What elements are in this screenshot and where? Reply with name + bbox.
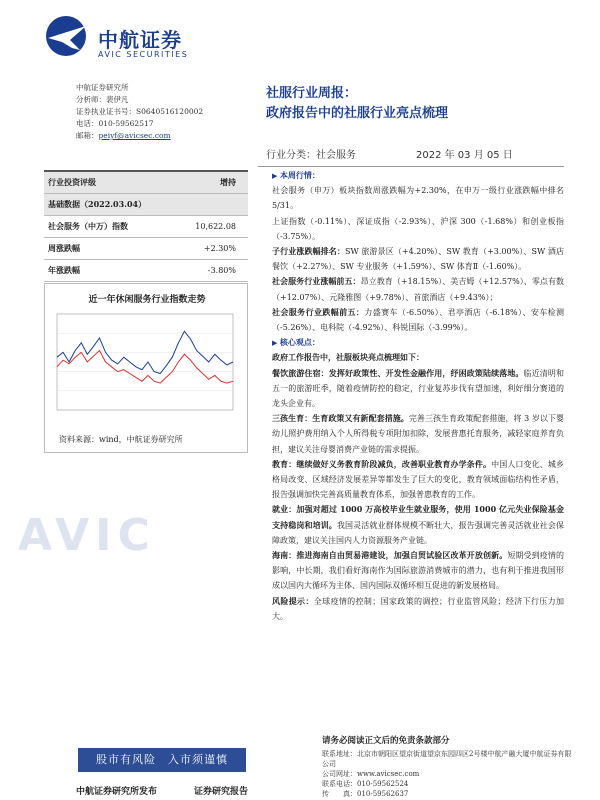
section-title: 核心观点： (279, 337, 320, 348)
industry-category: 行业分类：社会服务 (266, 150, 356, 161)
report-title (266, 84, 566, 124)
title-line2: 政府报告中的社服行业亮点梳理 (266, 106, 449, 121)
para-text: 中国人口变化、城乡格局改变、区域经济发展差异等都发生了巨大的变化，教育领域面临结构性矛盾，报告强调加快完善高质量教育体系，加强普惠教育的工作。 (272, 459, 565, 500)
paragraph (272, 305, 564, 335)
logo-en: AVIC SECURITIES (98, 50, 189, 59)
row-label: 社会服务（中万）指数 (48, 221, 128, 231)
paragraph (272, 457, 564, 503)
rating-value: 增持 (220, 177, 236, 187)
para-lead: 海南：推进海南自由贸易港建设，加强自贸试验区改革开放创新。 (272, 550, 508, 561)
chart-plot (47, 308, 247, 430)
analyst-email-row (76, 130, 256, 142)
para-text: 短期受到疫情的影响，中长期，我们看好海南作为国际旅游消费城市的潜力，也有利于推进我国形成以国内大循环为主体、国内国际双循环相互促进的新发展格局。 (272, 551, 564, 591)
email-label: 邮箱： (76, 131, 99, 140)
table-row (44, 238, 248, 260)
rating-label: 行业投资评级 (48, 177, 96, 187)
paragraph: 社会服务（申万）板块指数周涨跌幅为+2.30%，在申万一级行业涨跌幅中排名 5/31。 (272, 186, 564, 211)
para-lead: 风险提示： (272, 595, 314, 606)
table-row (44, 260, 248, 282)
logo-cn: 中航证券 (98, 28, 182, 52)
analyst-name: 分析师：裴伊凡 (76, 95, 129, 104)
chart-series-line-1 (57, 351, 233, 384)
triangle-bullet-icon: ▶ (272, 171, 280, 180)
meta-divider (258, 166, 564, 167)
paragraph (272, 594, 564, 624)
paragraph (272, 244, 564, 274)
para-text: 昂立教育（+18.15%）、美吉姆（+12.57%）、零点有数（+12.07%）、元隆雅图（+9.78%）、首旅酒店（+9.43%）； (272, 277, 565, 302)
risk-disclaimer-banner: 股市有风险 入市须谨慎 (78, 748, 246, 772)
section-market (272, 168, 564, 183)
analyst-license: 证券执业证书号：S0640516120002 (76, 107, 204, 116)
chart-title: 近一年休闲服务行业指数走势 (88, 295, 206, 305)
row-value: 10,622.08 (195, 222, 236, 231)
footer-publisher: 中航证券研究所发布 (76, 787, 158, 797)
disclaimer-note: 请务必阅读正文后的免责条款部分 (322, 736, 450, 746)
contact-info (322, 736, 572, 799)
chart-source: 资料来源：wind，中航证券研究所 (59, 435, 183, 444)
contact-phone: 联系电话：010-59562524 (322, 780, 409, 788)
base-data-label: 基础数据（2022.03.04） (48, 199, 147, 209)
para-lead: 三孩生育：生育政策又有新配套措施。 (272, 413, 409, 424)
base-data-row (44, 194, 248, 216)
report-date: 2022 年 03 月 05 日 (416, 150, 513, 161)
analyst-phone: 电话：010-59562517 (76, 119, 154, 128)
avic-watermark: AVIC (18, 510, 156, 561)
paragraph (272, 502, 564, 548)
row-value: +2.30% (203, 244, 236, 253)
contact-fax: 传 真：010-59562637 (322, 790, 409, 798)
analyst-info (76, 82, 256, 142)
plane-icon (40, 12, 94, 58)
para-text: 全球疫情的控制；国家政策的调控；行业监管风险；经济下行压力加大。 (272, 596, 564, 621)
paragraph: 上证指数（-0.11%）、深证成指（-2.93%）、沪深 300（-1.68%）和创业板指（-3.75%）。 (272, 216, 564, 241)
chart-frame (57, 314, 233, 410)
avic-logo (40, 12, 220, 62)
section-title: 本周行情： (279, 170, 320, 180)
para-text: 临近清明和五一的旅游旺季，随着疫情防控的稳定，行业复苏步伐有望加速，利好细分赛道的龙头企业有。 (272, 368, 565, 409)
para-text: 我国灵活就业群体规模不断壮大，报告强调完善灵活就业社会保障政策，建议关注国内人力资源服务产业链。 (272, 520, 565, 545)
para-lead: 餐饮旅游住宿：发挥好政策性、开发性金融作用，纾困政策陆续落地。 (272, 367, 524, 378)
row-value: -3.80% (207, 266, 236, 275)
paragraph (272, 411, 564, 457)
row-label: 周涨跌幅 (48, 243, 80, 253)
rating-row (44, 172, 248, 194)
table-row (44, 216, 248, 238)
report-meta (266, 146, 566, 161)
paragraph (272, 366, 564, 412)
triangle-bullet-icon: ▶ (272, 338, 280, 348)
analyst-email-link[interactable]: peiyf@avicsec.com (98, 131, 171, 140)
paragraph (272, 274, 564, 304)
para-text: SW 旅游景区（+4.20%）、SW 教育（+3.00%）、SW 酒店餐饮（+2.27%）、SW 专业服务（+1.59%）、SW 体育Ⅱ（-1.60%）。 (272, 247, 564, 272)
report-body (272, 168, 564, 624)
index-trend-chart (44, 283, 248, 453)
contact-address: 联系地址：北京市朝阳区望京街道望京东园四区2号楼中航产融大厦中航证券有限公司 (322, 750, 572, 768)
para-lead: 教育：继续做好义务教育阶段减负，改善职业教育办学条件。 (272, 458, 492, 469)
para-lead: 社会服务行业涨幅前五： (272, 276, 361, 287)
para-lead: 就业：加强对超过 1000 万高校毕业生就业服务，使用 1000 亿元失业保险基金支持稳岗和培训。 (272, 504, 564, 530)
row-label: 年涨跌幅 (48, 265, 80, 275)
footer-report-type: 证券研究报告 (194, 787, 249, 797)
contact-website[interactable]: 公司网址：www.avicsec.com (322, 770, 420, 778)
para-text: 完善三孩生育政策配套措施，将 3 岁以下婴幼儿照护费用纳入个人所得税专项附加扣除，发展普惠托育服务，减轻家庭养育负担，建议关注母婴消费产业链的需求提振。 (272, 414, 564, 454)
para-text: 力盛赛车（-6.50%）、君亭酒店（-6.18%）、安车检测（-5.26%）、电科院（-4.92%）、科锐国际（-3.99%）。 (272, 307, 565, 333)
industry-data-table (44, 170, 248, 282)
para-lead: 子行业涨跌幅排名： (272, 246, 346, 257)
section-views (272, 335, 564, 350)
paragraph (272, 548, 564, 594)
para-lead: 社会服务行业跌幅前五： (272, 306, 365, 317)
analyst-org: 中航证券研究所 (76, 83, 129, 92)
title-line1: 社服行业周报： (266, 86, 358, 101)
paragraph: 政府工作报告中，社服板块亮点梳理如下： (272, 352, 424, 363)
